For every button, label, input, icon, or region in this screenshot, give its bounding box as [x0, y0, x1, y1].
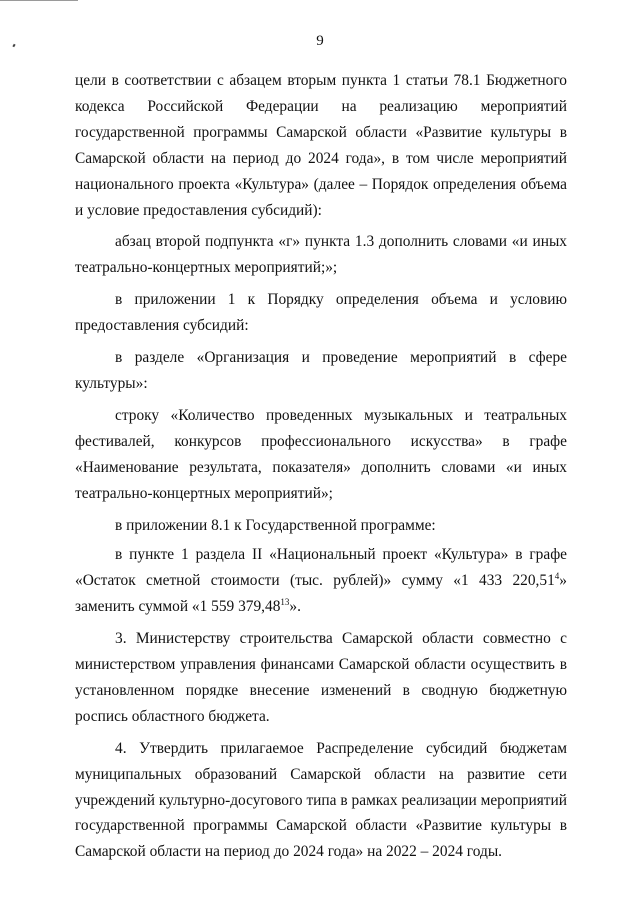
- footnote-ref-4: 4: [554, 571, 560, 582]
- amount-text-part3: ».: [289, 598, 301, 616]
- scan-edge-line: [0, 0, 78, 1]
- page-number: 9: [316, 33, 324, 49]
- paragraph-appendix-1: в приложении 1 к Порядку определения объема и условию предоставления субсидий:: [75, 291, 567, 335]
- paragraph-subitem-g: абзац второй подпункта «г» пункта 1.3 дополнить словами «и иных театрально-концертных мероприятий;»;: [75, 233, 567, 277]
- paragraph-national-project: [75, 542, 567, 620]
- footnote-ref-13: 13: [280, 597, 290, 608]
- paragraph-порядок-intro: цели в соответствии с абзацем вторым пункта 1 статьи 78.1 Бюджетного кодекса Российской Федерации на реализацию мероприятий государственной программы Самарской области «Развитие культуры в Самарской области на период до 2024 года», в том числе мероприятий национального проекта «Культура» (далее – Порядок определения объема и условие предоставления субсидий):: [75, 72, 567, 219]
- paragraph-section-organization: в разделе «Организация и проведение мероприятий в сфере культуры»:: [75, 349, 567, 392]
- amount-text-part2: » заменить суммой «1 559 379,48: [75, 572, 567, 616]
- amount-text-part1: в пункте 1 раздела II «Национальный проект «Культура» в графе «Остаток сметной стоимости (тыс. рублей)» сумму «1 433 220,51: [75, 546, 567, 590]
- paragraph-festivals-row: строку «Количество проведенных музыкальных и театральных фестивалей, конкурсов профессионального искусства» в графе «Наименование результата, показателя» дополнить словами «и иных театрально-концертных мероприятий»;: [75, 406, 567, 502]
- document-body: [75, 68, 567, 871]
- paragraph-item-4: 4. Утвердить прилагаемое Распределение субсидий бюджетам муниципальных образований Самарской области на развитие сети учреждений культурно-досугового типа в рамках реализации мероприятий государственной программы Самарской области «Развитие культуры в Самарской области на период до 2024 года» на 2022 – 2024 годы.: [75, 739, 567, 861]
- paragraph-item-3: 3. Министерству строительства Самарской области совместно с министерством управления финансами Самарской области осуществить в установленном порядке внесение изменений в сводную бюджетную роспись областного бюджета.: [75, 630, 567, 725]
- paragraph-appendix-8-1: в приложении 8.1 к Государственной программе:: [115, 516, 436, 534]
